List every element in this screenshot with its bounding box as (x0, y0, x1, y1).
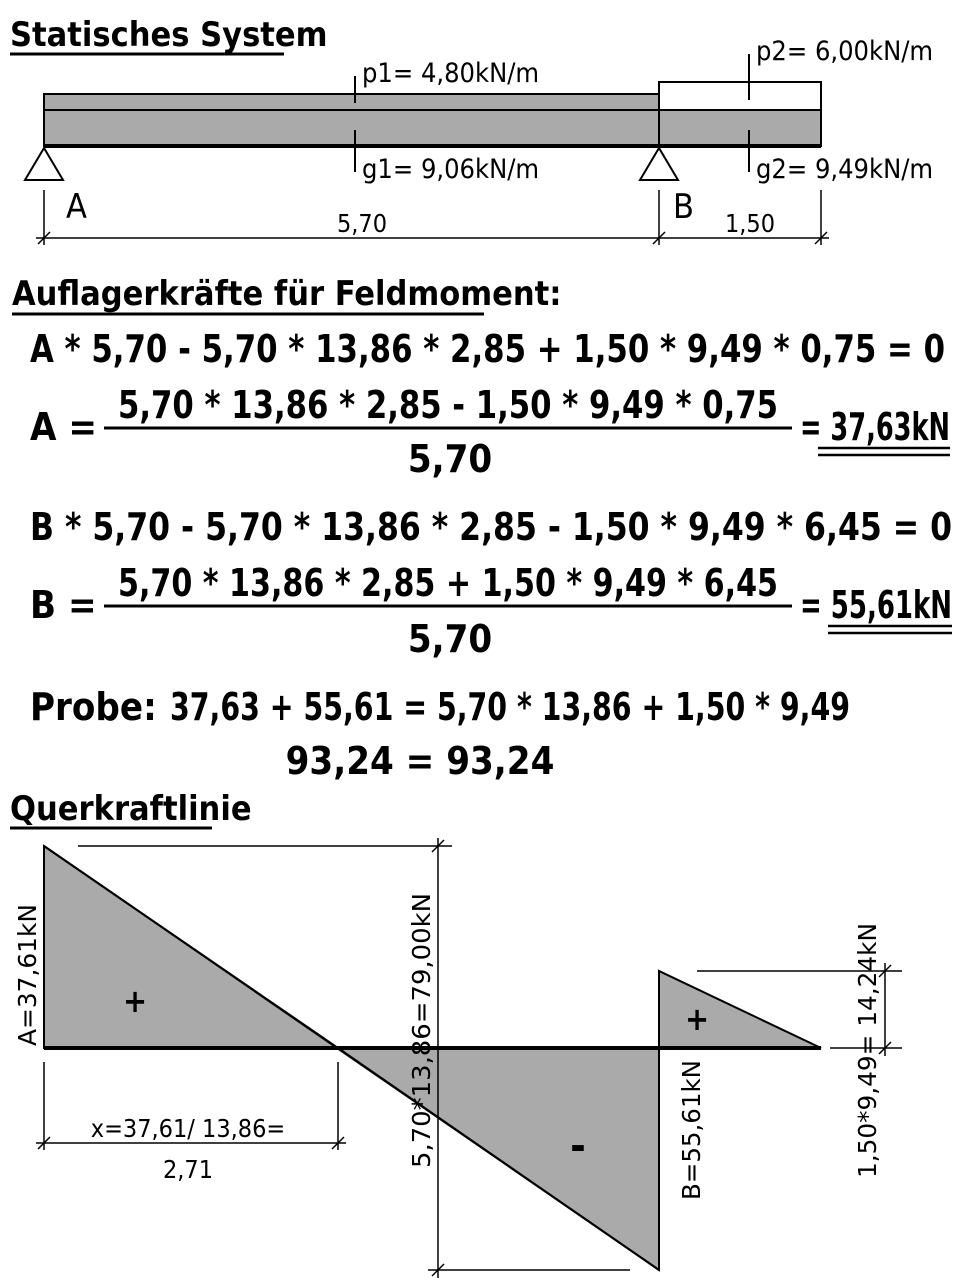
a-lhs: A = (30, 405, 98, 449)
b-lhs: B = (30, 583, 97, 627)
b-result: = 55,61kN (800, 583, 952, 627)
probe-equation: 37,63 + 55,61 = 5,70 * 13,86 + 1,50 * 9,49 (170, 685, 850, 729)
x-formula-label: x=37,61/ 13,86= (90, 1114, 286, 1143)
span-2-label: 1,50 (724, 209, 776, 238)
support-b-label: B (673, 187, 694, 227)
dead-load-g2-block (659, 110, 821, 146)
g2-label: g2= 9,49kN/m (756, 154, 934, 185)
equilibrium-eq-b: B * 5,70 - 5,70 * 13,86 * 2,85 - 1,50 * 9,49 * 6,45 = 0 (30, 505, 952, 549)
shear-area-positive-overhang (659, 971, 821, 1048)
a-numerator: 5,70 * 13,86 * 2,85 - 1,50 * 9,49 * 0,75 (118, 383, 778, 427)
support-a-triangle (25, 148, 63, 180)
g1-label: g1= 9,06kN/m (362, 154, 540, 185)
equilibrium-eq-a: A * 5,70 - 5,70 * 13,86 * 2,85 + 1,50 * 9,49 * 0,75 = 0 (30, 327, 945, 371)
a-denominator: 5,70 (407, 437, 493, 481)
b-denominator: 5,70 (407, 617, 493, 661)
positive-sign-span1: + (122, 982, 148, 1020)
live-load-p1-block (44, 94, 659, 110)
shear-force-section (10, 789, 902, 1278)
p2-label: p2= 6,00kN/m (756, 36, 934, 67)
negative-sign-span1: - (570, 1121, 586, 1170)
p1-label: p1= 4,80kN/m (362, 58, 540, 89)
support-b-triangle (640, 148, 678, 180)
a-result: = 37,63kN (800, 405, 950, 449)
shear-a-value-label: A=37,61kN (13, 917, 42, 1046)
support-a-label: A (66, 187, 87, 227)
reactions-title: Auflagerkräfte für Feldmoment: (12, 274, 562, 314)
shear-b-value-label: B=55,61kN (677, 1071, 706, 1200)
shear-title: Querkraftlinie (10, 789, 252, 829)
probe-result: 93,24 = 93,24 (285, 739, 555, 783)
support-reactions-section (12, 274, 952, 783)
overhang-load-label: 1,50*9,49= 14,24kN (853, 946, 882, 1178)
static-system-title: Statisches System (10, 15, 328, 55)
positive-sign-overhang: + (684, 1000, 710, 1038)
span-dimension (36, 190, 829, 245)
b-numerator: 5,70 * 13,86 * 2,85 + 1,50 * 9,49 * 6,45 (118, 561, 778, 605)
span-1-label: 5,70 (336, 209, 388, 238)
total-span-load-label: 5,70*13,86=79,00kN (407, 929, 436, 1168)
live-load-p2-block (659, 82, 821, 110)
x-value-label: 2,71 (162, 1155, 214, 1184)
dead-load-g1-block (44, 110, 659, 146)
probe-label: Probe: (30, 685, 157, 729)
static-system-section (10, 15, 933, 245)
